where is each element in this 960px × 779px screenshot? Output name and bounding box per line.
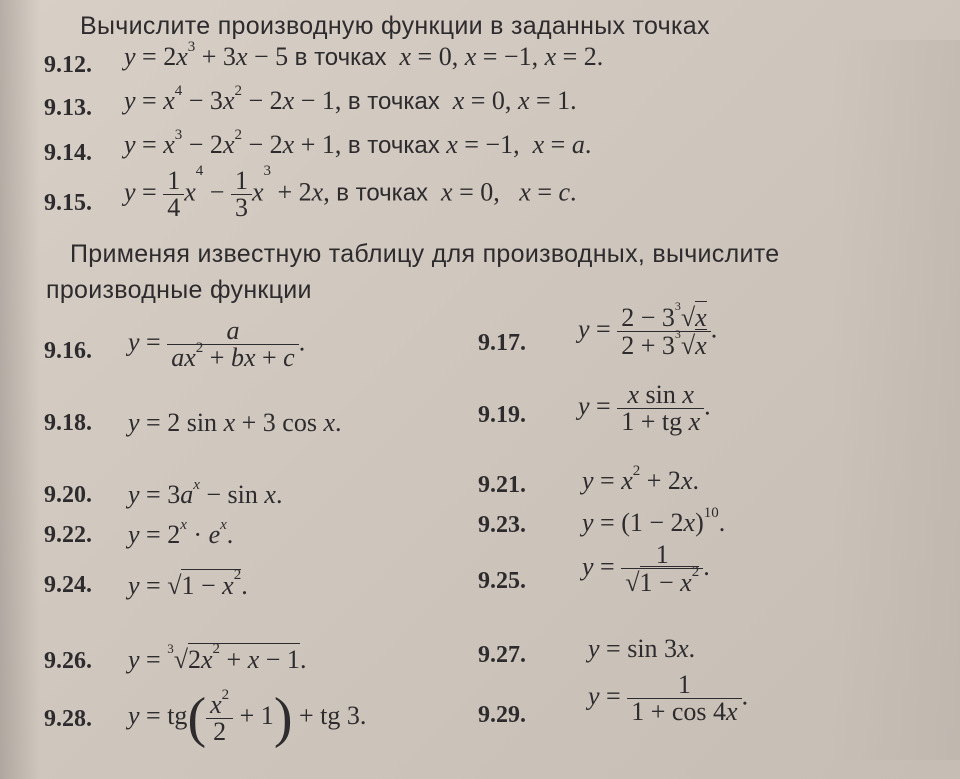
section1-heading: Вычислите производную функции в заданных точках <box>80 12 710 40</box>
problem-number: 9.15. <box>44 190 92 216</box>
problem-9-14-formula: $y = x^3 - 2x^2 - 2x + 1$, в точках x = −1, x = a. <box>124 127 592 159</box>
problem-number: 9.29. <box>478 702 526 728</box>
problem-9-21-formula: $y = x^2 + 2x$. <box>582 463 699 495</box>
section2-heading-line1: Применяя известную таблицу для производных, вычислите <box>70 240 780 268</box>
problem-9-15-formula: y = $\frac{1}{4}$ $x^4$ − $\frac{1}{3}$ $x^3 + 2x$, в точках x = 0, x = c. <box>124 163 577 222</box>
problem-number: 9.26. <box>44 648 92 674</box>
problem-number: 9.16. <box>44 338 92 364</box>
problem-number: 9.17. <box>478 330 526 356</box>
problem-9-23-formula: $y = (1 - 2x)^{10}$. <box>582 505 726 537</box>
problem-number: 9.14. <box>44 140 92 166</box>
problem-number: 9.13. <box>44 95 92 121</box>
facing-page-bleed <box>830 40 960 760</box>
problem-9-19-formula: y = $\frac{\text{x sin x}}{\text{1 + tg x}}$ . <box>578 380 711 436</box>
problem-number: 9.18. <box>44 410 92 436</box>
problem-number: 9.27. <box>478 642 526 668</box>
problem-number: 9.21. <box>478 472 526 498</box>
problem-9-29-formula: y = $\frac{1}{1 + \cos 4x}$ . <box>588 670 749 726</box>
problem-number: 9.23. <box>478 512 526 538</box>
problem-number: 9.22. <box>44 522 92 548</box>
problem-9-16-formula: y = $\frac{a}{ax^2 + bx + c}$ . <box>128 316 306 372</box>
problem-number: 9.24. <box>44 572 92 598</box>
problem-9-24-formula: $y = √1 - x^2$. <box>128 567 248 600</box>
problem-9-25-formula: y = $\frac{1}{√1 - x^2}$ . <box>582 540 710 597</box>
problem-number: 9.25. <box>478 568 526 594</box>
problem-9-27-formula: y = sin 3x. <box>588 634 696 663</box>
problem-9-12-formula: $y = 2x^3 + 3x - 5$ в точках x = 0, x = −1, x = 2. <box>124 39 604 71</box>
problem-number: 9.28. <box>44 706 92 732</box>
problem-number: 9.19. <box>478 402 526 428</box>
page-edge-shadow <box>0 0 40 779</box>
problem-9-17-formula: y = $\frac{2 - 3^3√x}{2 + 3^3√x}$ . <box>578 299 718 360</box>
section2-heading-line2: производные функции <box>46 276 312 304</box>
problem-number: 9.12. <box>44 52 92 78</box>
problem-number: 9.20. <box>44 482 92 508</box>
problem-9-13-formula: $y = x^4 - 3x^2 - 2x - 1$, в точках x = 0, x = 1. <box>124 83 577 115</box>
problem-9-18-formula: y = 2 sin x + 3 cos x. <box>128 408 342 437</box>
problem-9-26-formula: $y = ^3√2x^2 + x - 1$. <box>128 641 307 674</box>
problem-9-22-formula: $y = 2^x \cdot e^x$. <box>128 517 234 549</box>
problem-9-20-formula: $y = 3a^x - \sin x$. <box>128 477 283 509</box>
problem-9-28-formula: y = tg( $\frac{x^2}{2}$ + 1) + tg 3. <box>128 686 367 749</box>
